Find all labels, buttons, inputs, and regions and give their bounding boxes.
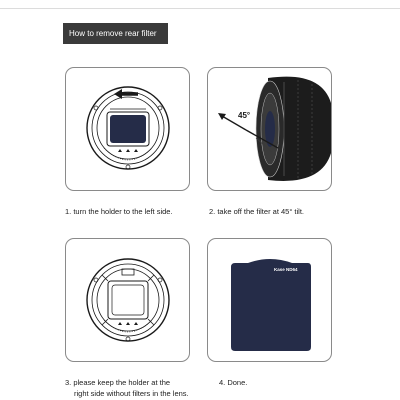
step-4-illustration (207, 238, 332, 362)
filter-card-drawing (208, 239, 331, 361)
step-3-illustration (65, 238, 190, 362)
caption-line: 4. Done. (219, 378, 248, 387)
caption-line: 1. turn the holder to the left side. (65, 207, 173, 216)
step-2-caption (209, 206, 304, 217)
caption-line: right side without filters in the lens. (74, 389, 189, 398)
lens-tilt-drawing (208, 68, 331, 190)
caption-line: 3. please keep the holder at the (65, 378, 171, 387)
top-divider (0, 8, 400, 9)
empty-holder-drawing (66, 239, 189, 361)
section-title: How to remove rear filter (63, 23, 168, 44)
filter-label: Kase ND64 (274, 267, 298, 272)
caption-line: 2. take off the filter at 45° tilt. (209, 207, 304, 216)
step-3-caption (65, 377, 189, 399)
step-1-illustration (65, 67, 190, 191)
mount-with-filter-drawing (66, 68, 189, 190)
angle-label: 45° (238, 111, 251, 120)
step-2-illustration (207, 67, 332, 191)
step-1-caption (65, 206, 173, 217)
step-4-caption (219, 377, 247, 388)
